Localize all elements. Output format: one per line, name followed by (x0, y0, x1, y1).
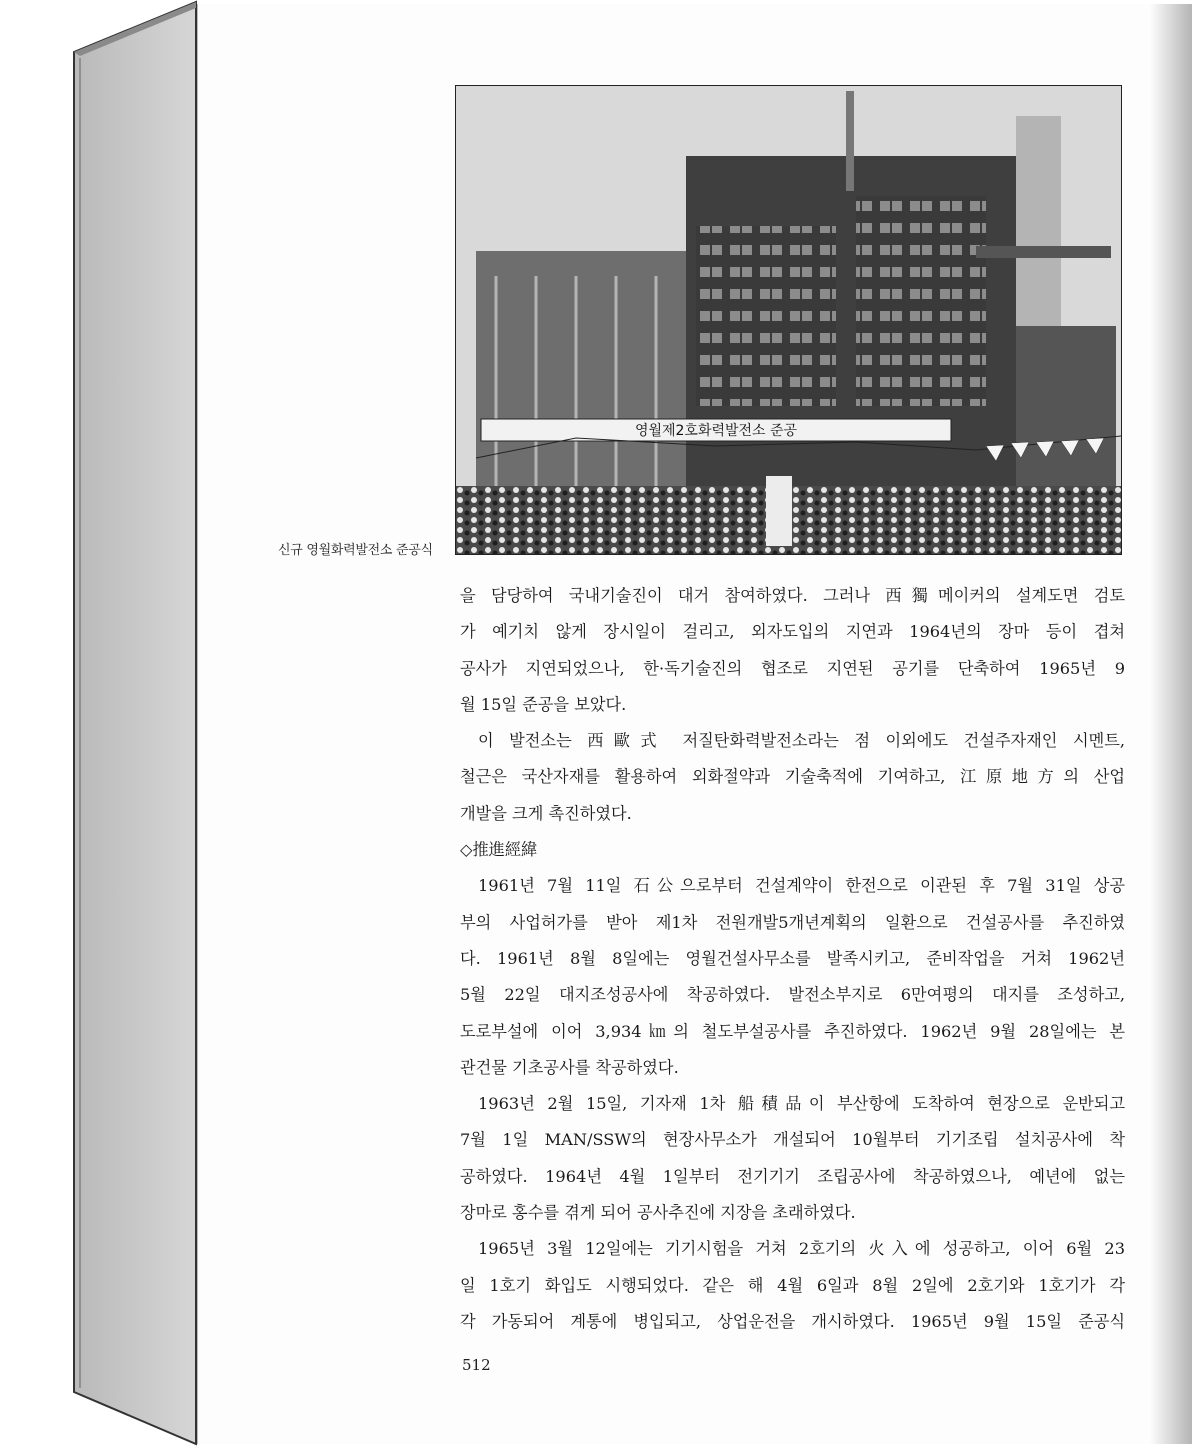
paragraph-line: 1963년 2월 15일, 기자재 1차 船積品이 부산항에 도착하여 현장으로 운반되고 (478, 1094, 1125, 1114)
paragraph-line: 이 발전소는 西歐式 저질탄화력발전소라는 점 이외에도 건설주자재인 시멘트, (478, 731, 1125, 751)
paragraph-line: 1965년 3월 12일에는 기기시험을 거쳐 2호기의 火入에 성공하고, 이어 6월 23 (478, 1239, 1125, 1259)
paragraph-line: 7월 1일 MAN/SSW의 현장사무소가 개설되어 10월부터 기기조립 설치공사에 착 (460, 1130, 1125, 1150)
paragraph-line: 부의 사업허가를 받아 제1차 전원개발5개년계획의 일환으로 건설공사를 추진하였 (460, 912, 1125, 932)
paragraph-line: 장마로 홍수를 겪게 되어 공사추진에 지장을 초래하였다. (460, 1203, 856, 1223)
paragraph-line: 5월 22일 대지조성공사에 착공하였다. 발전소부지로 6만여평의 대지를 조성하고, (460, 985, 1125, 1005)
power-plant-photo (455, 85, 1122, 555)
paragraph-line: 1961년 7월 11일 石公으로부터 건설계약이 한전으로 이관된 후 7월 31일 상공 (478, 876, 1125, 896)
page-number: 512 (462, 1356, 491, 1374)
paragraph-line: 도로부설에 이어 3,934㎞의 철도부설공사를 추진하였다. 1962년 9월 28일에는 본 (460, 1021, 1125, 1041)
paragraph-line: 관건물 기초공사를 착공하였다. (460, 1057, 679, 1077)
paragraph-line: 공하였다. 1964년 4월 1일부터 전기기기 조립공사에 착공하였으나, 예년에 없는 (460, 1166, 1125, 1186)
paragraph-line: 철근은 국산자재를 활용하여 외화절약과 기술축적에 기여하고, 江原地方의 산업 (460, 767, 1125, 787)
paragraph-line: 일 1호기 화입도 시행되었다. 같은 해 4월 6일과 8월 2일에 2호기와 1호기가 각 (460, 1275, 1125, 1295)
paragraph-line: 다. 1961년 8월 8일에는 영월건설사무소를 발족시키고, 준비작업을 거쳐 1962년 (460, 948, 1125, 968)
paragraph-line: 각 가동되어 계통에 병입되고, 상업운전을 개시하였다. 1965년 9월 15일 준공식 (460, 1311, 1125, 1331)
paragraph-line: 공사가 지연되었으나, 한·독기술진의 협조로 지연된 공기를 단축하여 1965년 9 (460, 658, 1125, 678)
paragraph-line: 을 담당하여 국내기술진이 대거 참여하였다. 그러나 西獨메이커의 설계도면 검토 (460, 586, 1125, 605)
power-plant-illustration (456, 86, 1121, 554)
paragraph-line: 개발을 크게 촉진하였다. (460, 803, 632, 823)
body-text (460, 578, 1125, 1340)
section-heading: ◇推進經緯 (460, 840, 538, 860)
book-cover-edge (0, 0, 200, 1446)
paragraph-line: 가 예기치 않게 장시일이 걸리고, 외자도입의 지연과 1964년의 장마 등이 겹쳐 (460, 622, 1125, 642)
banner-text: 영월제2호화력발전소 준공 (634, 423, 798, 439)
paragraph-line: 월 15일 준공을 보았다. (460, 694, 627, 714)
photo-caption: 신규 영월화력발전소 준공식 (278, 543, 433, 558)
page-shadow (1150, 4, 1192, 1444)
